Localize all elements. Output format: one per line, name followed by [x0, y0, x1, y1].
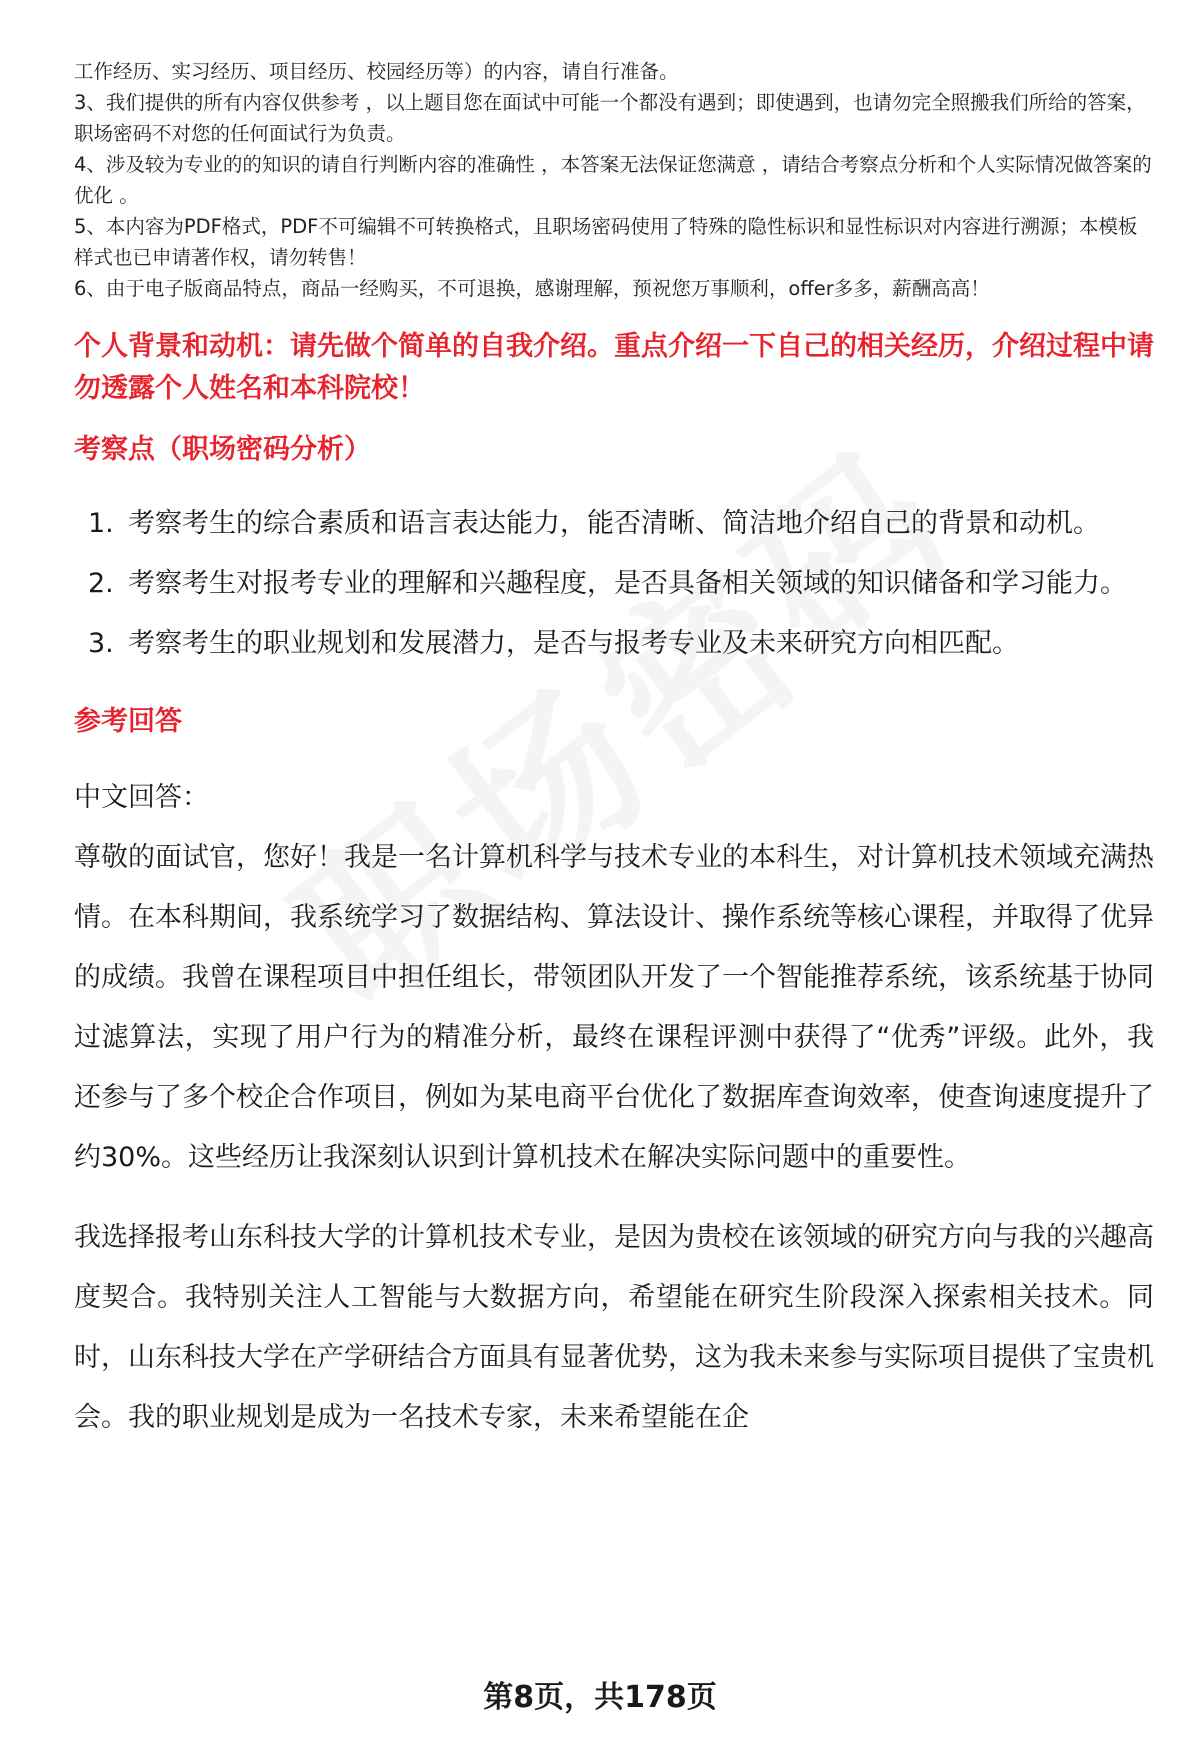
analysis-points-list	[74, 494, 1154, 674]
list-text: 考察考生的综合素质和语言表达能力，能否清晰、简洁地介绍自己的背景和动机。	[128, 508, 1100, 539]
list-item	[74, 614, 1154, 674]
reference-title: 参考回答	[74, 706, 182, 737]
list-item	[74, 554, 1154, 614]
page-content	[74, 56, 1154, 1448]
analysis-title: 考察点（职场密码分析）	[74, 434, 371, 465]
list-text: 考察考生对报考专业的理解和兴趣程度，是否具备相关领域的知识储备和学习能力。	[128, 568, 1127, 599]
answer-paragraph: 我选择报考山东科技大学的计算机技术专业，是因为贵校在该领域的研究方向与我的兴趣高度契合。我特别关注人工智能与大数据方向，希望能在研究生阶段深入探索相关技术。同时，山东科技大学在产学研结合方面具有显著优势，这为我未来参与实际项目提供了宝贵机会。我的职业规划是成为一名技术专家，未来希望能在企	[74, 1222, 1154, 1433]
note-line: 6、由于电子版商品特点，商品一经购买，不可退换，感谢理解，预祝您万事顺利，offer多多，薪酬高高！	[74, 277, 990, 300]
list-number: 3.	[88, 628, 114, 659]
note-line: 5、本内容为PDF格式，PDF不可编辑不可转换格式，且职场密码使用了特殊的隐性标识和显性标识对内容进行溯源；本模板样式也已申请著作权，请勿转售！	[74, 215, 1138, 269]
list-item	[74, 494, 1154, 554]
note-line: 工作经历、实习经历、项目经历、校园经历等）的内容，请自行准备。	[74, 60, 679, 83]
question-heading: 个人背景和动机：请先做个简单的自我介绍。重点介绍一下自己的相关经历，介绍过程中请勿透露个人姓名和本科院校！	[74, 331, 1154, 404]
answer-label: 中文回答：	[74, 782, 209, 813]
note-line: 4、涉及较为专业的的知识的请自行判断内容的准确性 ，本答案无法保证您满意 ，请结合考察点分析和个人实际情况做答案的优化 。	[74, 153, 1152, 207]
list-number: 2.	[88, 568, 114, 599]
list-text: 考察考生的职业规划和发展潜力，是否与报考专业及未来研究方向相匹配。	[128, 628, 1019, 659]
answer-paragraph: 尊敬的面试官，您好！我是一名计算机科学与技术专业的本科生，对计算机技术领域充满热情。在本科期间，我系统学习了数据结构、算法设计、操作系统等核心课程，并取得了优异的成绩。我曾在课程项目中担任组长，带领团队开发了一个智能推荐系统，该系统基于协同过滤算法，实现了用户行为的精准分析，最终在课程评测中获得了“优秀”评级。此外，我还参与了多个校企合作项目，例如为某电商平台优化了数据库查询效率，使查询速度提升了约30%。这些经历让我深刻认识到计算机技术在解决实际问题中的重要性。	[74, 842, 1154, 1173]
notes-section	[74, 56, 1154, 304]
note-line: 3、我们提供的所有内容仅供参考 ，以上题目您在面试中可能一个都没有遇到；即使遇到，也请勿完全照搬我们所给的答案，职场密码不对您的任何面试行为负责。	[74, 91, 1146, 145]
list-number: 1.	[88, 508, 114, 539]
page-footer: 第8页，共178页	[483, 1680, 717, 1715]
